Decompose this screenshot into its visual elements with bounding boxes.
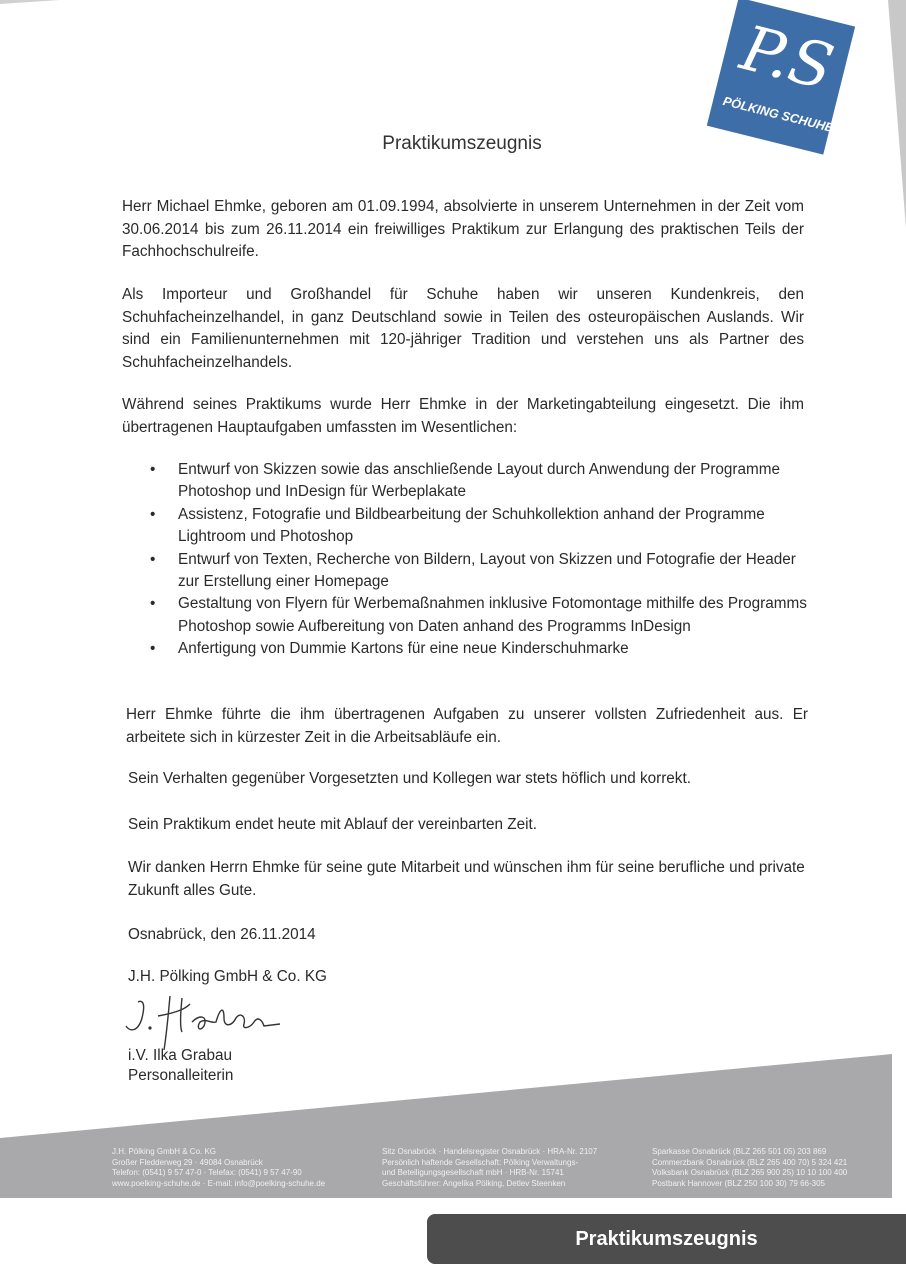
signatory-name: i.V. Ilka Grabau [128,1047,233,1064]
place-date: Osnabrück, den 26.11.2014 [128,926,316,943]
paragraph-intro [122,196,804,264]
footer-line: Sitz Osnabrück · Handelsregister Osnabrück · HRA-Nr. 2107 [382,1147,598,1156]
footer-line: Postbank Hannover (BLZ 250 100 30) 79 66-305 [652,1178,826,1188]
footer-line: J.H. Pölking GmbH & Co. KG [112,1147,217,1156]
paragraph-text: Herr Ehmke führte die ihm übertragenen Aufgaben zu unserer vollsten Zufriedenheit aus. Er arbeitete sich in kürzester Zeit in die Arbeitsabläufe ein. [126,706,808,746]
list-item: • Anfertigung von Dummie Kartons für eine neue Kinderschuhmarke [150,638,810,660]
footer-address [112,1147,325,1189]
footer-line: Sparkasse Osnabrück (BLZ 265 501 05) 203 869 [652,1147,827,1156]
logo-brand: PÖLKING SCHUHE [721,94,835,136]
footer-line: www.poelking-schuhe.de · E-mail: info@poelking-schuhe.de [112,1178,326,1188]
footer-registry [382,1147,597,1189]
paragraph-text: Wir danken Herrn Ehmke für seine gute Mitarbeit und wünschen ihm für seine berufliche und private Zukunft alles Gute. [128,859,805,899]
paragraph-behaviour: Sein Verhalten gegenüber Vorgesetzten und Kollegen war stets höflich und korrekt. [128,770,691,787]
document-title: Praktikumszeugnis [382,133,542,154]
footer-line: Commerzbank Osnabrück (BLZ 265 400 70) 5 324 421 [652,1157,848,1167]
paragraph-text: Als Importeur und Großhandel für Schuhe haben wir unseren Kundenkreis, den Schuhfacheinzelhandel, in ganz Deutschland sowie in Teilen des osteuropäischen Auslands. Wir sind ein Familienunternehmen mit 120-jähriger Tradition und verstehen uns als Partner des Schuhfacheinzelhandels. [122,286,804,371]
list-item: • Gestaltung von Flyern für Werbemaßnahmen inklusive Fotomontage mithilfe des Programms Photoshop sowie Aufbereitung von Daten anhand des Programms InDesign [150,593,810,638]
signatory-role: Personalleiterin [128,1067,234,1084]
list-item: • Entwurf von Texten, Recherche von Bildern, Layout von Skizzen und Fotografie der Header zur Erstellung einer Homepage [150,549,810,594]
list-item: • Entwurf von Skizzen sowie das anschließende Layout durch Anwendung der Programme Photoshop und InDesign für Werbeplakate [150,459,810,504]
paragraph-tasks-intro [122,394,804,439]
footer-line: und Beteiligungsgesellschaft mbH · HRB-Nr. 15741 [382,1168,564,1178]
paragraph-end: Sein Praktikum endet heute mit Ablauf der vereinbarten Zeit. [128,816,537,833]
list-item: • Assistenz, Fotografie und Bildbearbeitung der Schuhkollektion anhand der Programme Lightroom und Photoshop [150,504,810,549]
company-name: J.H. Pölking GmbH & Co. KG [128,968,327,985]
footer-line: Geschäftsführer: Angelika Pölking, Detlev Steenken [382,1178,566,1188]
footer-line: Volksbank Osnabrück (BLZ 265 900 25) 10 10 100 400 [652,1168,848,1178]
footer-line: Großer Fledderweg 29 · 49084 Osnabrück [112,1157,263,1167]
paragraph-evaluation [126,704,808,749]
footer-line: Telefon: (0541) 9 57 47-0 · Telefax: (0541) 9 57 47-90 [112,1168,302,1178]
paragraph-text: Während seines Praktikums wurde Herr Ehmke in der Marketingabteilung eingesetzt. Die ihm übertragenen Hauptaufgaben umfassten im Wesentlichen: [122,396,804,436]
logo-initials: P.S [734,11,841,105]
footer-line: Persönlich haftende Gesellschaft: Pölking Verwaltungs- [382,1157,579,1167]
handwritten-signature [120,988,320,1050]
footer-bank [652,1147,847,1189]
document-tab[interactable]: Praktikumszeugnis [427,1214,906,1264]
task-list [150,459,810,661]
paragraph-text: Herr Michael Ehmke, geboren am 01.09.1994, absolvierte in unserem Unternehmen in der Zeit vom 30.06.2014 bis zum 26.11.2014 ein freiwilliges Praktikum zur Erlangung des praktischen Teils der Fachhochschulreife. [122,198,804,260]
paragraph-thanks [128,857,810,902]
paragraph-company [122,284,804,374]
